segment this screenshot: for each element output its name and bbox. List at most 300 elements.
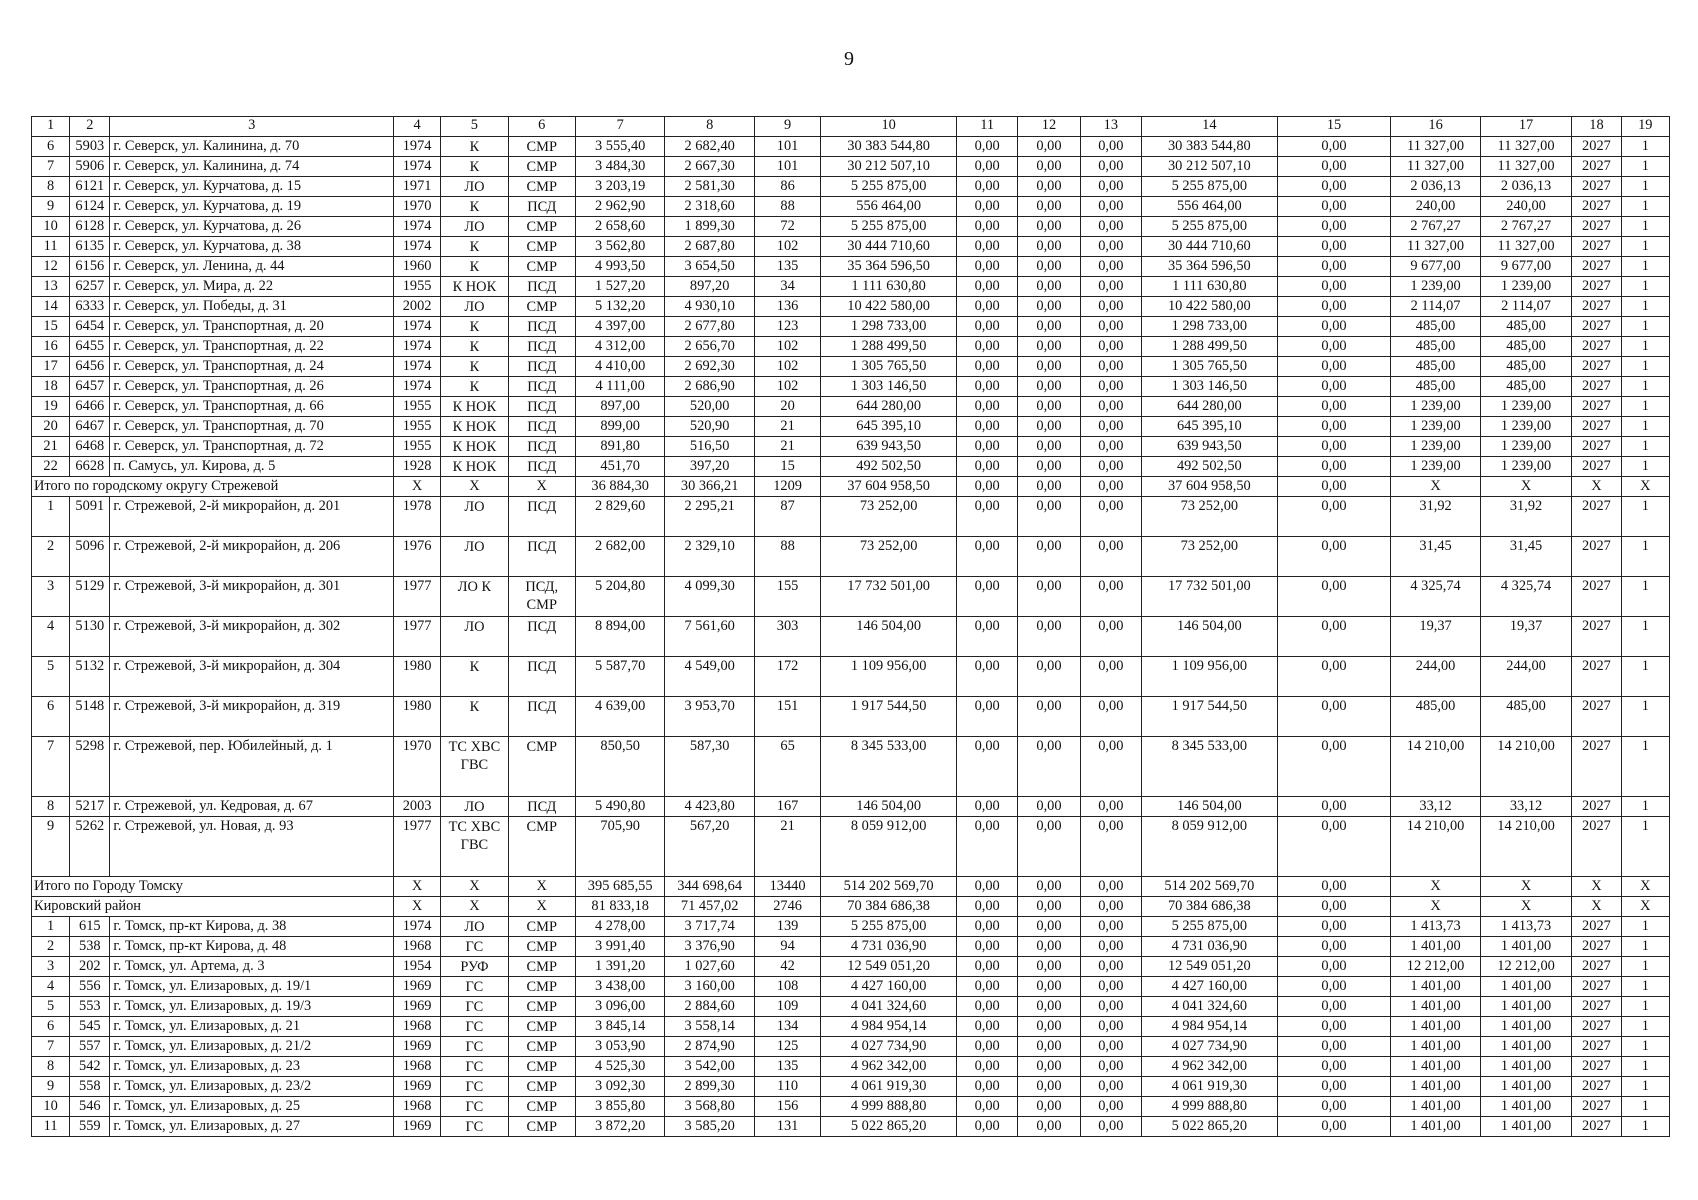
table-row <box>32 217 1670 237</box>
table-cell: 21 <box>32 437 70 457</box>
table-cell: 2027 <box>1572 657 1621 697</box>
subtotal-cell: 395 685,55 <box>575 877 664 897</box>
address-cell: г. Стрежевой, пер. Юбилейный, д. 1 <box>110 737 394 797</box>
table-row <box>32 937 1670 957</box>
table-cell: 485,00 <box>1391 357 1480 377</box>
table-cell: 4 <box>32 977 70 997</box>
table-cell: 0,00 <box>1277 197 1391 217</box>
table-cell: 3 555,40 <box>575 137 664 157</box>
subtotal-cell: Х <box>441 897 508 917</box>
table-cell: 0,00 <box>1018 377 1080 397</box>
table-cell: 0,00 <box>1277 977 1391 997</box>
table-cell: 0,00 <box>1018 1097 1080 1117</box>
table-cell: 0,00 <box>1018 957 1080 977</box>
table-cell: 1 303 146,50 <box>821 377 957 397</box>
subtotal-cell: 344 698,64 <box>665 877 754 897</box>
table-cell: 102 <box>754 377 820 397</box>
table-cell: 240,00 <box>1480 197 1572 217</box>
table-cell: 1 298 733,00 <box>1141 317 1277 337</box>
table-cell: 2 767,27 <box>1391 217 1480 237</box>
table-cell: 485,00 <box>1480 697 1572 737</box>
subtotal-cell: Х <box>1621 897 1669 917</box>
table-row <box>32 1037 1670 1057</box>
table-cell: 0,00 <box>1277 317 1391 337</box>
table-cell: 0,00 <box>1018 277 1080 297</box>
table-cell: 1928 <box>393 457 440 477</box>
table-cell: 0,00 <box>1080 497 1141 537</box>
address-cell: г. Стрежевой, 3-й микрорайон, д. 319 <box>110 697 394 737</box>
table-cell: 4 312,00 <box>575 337 664 357</box>
table-cell: 94 <box>754 937 820 957</box>
table-cell: 30 383 544,80 <box>821 137 957 157</box>
column-number-cell: 1 <box>32 117 70 137</box>
table-cell: 5 <box>32 997 70 1017</box>
table-cell: 108 <box>754 977 820 997</box>
table-cell: 3 542,00 <box>665 1057 754 1077</box>
table-row <box>32 257 1670 277</box>
table-cell: 5 490,80 <box>575 797 664 817</box>
table-cell: 2027 <box>1572 397 1621 417</box>
table-cell: 0,00 <box>1080 737 1141 797</box>
table-cell: 30 444 710,60 <box>821 237 957 257</box>
table-row <box>32 1097 1670 1117</box>
table-cell: 1 401,00 <box>1480 1077 1572 1097</box>
table-cell: 545 <box>70 1017 110 1037</box>
table-cell: 1 239,00 <box>1391 397 1480 417</box>
table-cell: СМР <box>508 1017 575 1037</box>
table-cell: 0,00 <box>957 417 1018 437</box>
table-cell: 1980 <box>393 657 440 697</box>
column-number-cell: 10 <box>821 117 957 137</box>
table-cell: 0,00 <box>957 1077 1018 1097</box>
table-cell: 485,00 <box>1480 357 1572 377</box>
table-cell: 4 041 324,60 <box>821 997 957 1017</box>
table-cell: 0,00 <box>1018 537 1080 577</box>
table-cell: 0,00 <box>1018 817 1080 877</box>
table-cell: 520,00 <box>665 397 754 417</box>
table-cell: 0,00 <box>957 817 1018 877</box>
table-cell: 8 345 533,00 <box>821 737 957 797</box>
table-cell: 0,00 <box>1018 417 1080 437</box>
table-cell: 1969 <box>393 1117 440 1137</box>
table-cell: 0,00 <box>1080 1057 1141 1077</box>
table-cell: 0,00 <box>1018 217 1080 237</box>
table-cell: 172 <box>754 657 820 697</box>
table-cell: СМР <box>508 977 575 997</box>
table-cell: К <box>441 257 508 277</box>
table-cell: 4 410,00 <box>575 357 664 377</box>
table-cell: К НОК <box>441 457 508 477</box>
subtotal-cell: 0,00 <box>1277 897 1391 917</box>
table-cell: 2 829,60 <box>575 497 664 537</box>
table-cell: 4 325,74 <box>1480 577 1572 617</box>
table-cell: 2 686,90 <box>665 377 754 397</box>
table-cell: 0,00 <box>1277 1017 1391 1037</box>
subtotal-label: Итого по Городу Томску <box>32 877 394 897</box>
column-number-cell: 14 <box>1141 117 1277 137</box>
table-cell: 0,00 <box>1018 937 1080 957</box>
table-cell: 6 <box>32 697 70 737</box>
table-row <box>32 457 1670 477</box>
subtotal-cell: Х <box>393 897 440 917</box>
table-cell: 2 682,00 <box>575 537 664 577</box>
table-cell: 1 <box>1621 277 1669 297</box>
table-cell: 3 717,74 <box>665 917 754 937</box>
table-cell: 485,00 <box>1391 697 1480 737</box>
table-cell: 146 504,00 <box>821 617 957 657</box>
table-cell: 0,00 <box>1018 357 1080 377</box>
table-row <box>32 657 1670 697</box>
table-cell: 6468 <box>70 437 110 457</box>
table-cell: 1980 <box>393 697 440 737</box>
table-cell: 86 <box>754 177 820 197</box>
table-cell: СМР <box>508 237 575 257</box>
table-cell: ЛО <box>441 617 508 657</box>
subtotal-cell: Х <box>1621 477 1669 497</box>
table-cell: 0,00 <box>1018 197 1080 217</box>
table-cell: 546 <box>70 1097 110 1117</box>
address-cell: г. Стрежевой, 2-й микрорайон, д. 201 <box>110 497 394 537</box>
table-cell: 2027 <box>1572 817 1621 877</box>
table-cell: 0,00 <box>957 977 1018 997</box>
table-cell: 88 <box>754 197 820 217</box>
table-cell: 146 504,00 <box>1141 797 1277 817</box>
table-cell: ГС <box>441 937 508 957</box>
column-number-cell: 19 <box>1621 117 1669 137</box>
table-cell: 9 677,00 <box>1391 257 1480 277</box>
table-cell: 2 329,10 <box>665 537 754 577</box>
table-cell: 0,00 <box>1277 537 1391 577</box>
table-cell: 1 111 630,80 <box>1141 277 1277 297</box>
table-cell: СМР <box>508 997 575 1017</box>
table-cell: 1 401,00 <box>1391 1037 1480 1057</box>
table-cell: 2027 <box>1572 537 1621 577</box>
subtotal-label: Кировский район <box>32 897 394 917</box>
table-cell: 1 <box>1621 1097 1669 1117</box>
subtotal-cell: 514 202 569,70 <box>1141 877 1277 897</box>
table-cell: ПСД <box>508 437 575 457</box>
table-cell: 102 <box>754 337 820 357</box>
table-cell: 2027 <box>1572 1037 1621 1057</box>
table-cell: 34 <box>754 277 820 297</box>
table-cell: 0,00 <box>957 917 1018 937</box>
table-cell: 3 558,14 <box>665 1017 754 1037</box>
table-cell: 0,00 <box>1018 497 1080 537</box>
table-cell: 6466 <box>70 397 110 417</box>
table-cell: 891,80 <box>575 437 664 457</box>
table-cell: 0,00 <box>957 197 1018 217</box>
table-cell: 4 427 160,00 <box>1141 977 1277 997</box>
table-row <box>32 337 1670 357</box>
table-cell: 1968 <box>393 1097 440 1117</box>
table-cell: 12 <box>32 257 70 277</box>
table-cell: 5 255 875,00 <box>1141 177 1277 197</box>
table-cell: 31,45 <box>1391 537 1480 577</box>
table-cell: 17 <box>32 357 70 377</box>
table-cell: СМР <box>508 297 575 317</box>
column-number-cell: 8 <box>665 117 754 137</box>
table-cell: 0,00 <box>1277 457 1391 477</box>
table-cell: 0,00 <box>1277 1097 1391 1117</box>
address-cell: г. Северск, ул. Калинина, д. 74 <box>110 157 394 177</box>
table-cell: 0,00 <box>1277 297 1391 317</box>
table-cell: 33,12 <box>1480 797 1572 817</box>
table-cell: 0,00 <box>1277 937 1391 957</box>
table-cell: 7 561,60 <box>665 617 754 657</box>
table-cell: 0,00 <box>1277 137 1391 157</box>
table-cell: 1955 <box>393 397 440 417</box>
table-cell: К НОК <box>441 397 508 417</box>
subtotal-cell: 70 384 686,38 <box>1141 897 1277 917</box>
table-cell: 0,00 <box>1080 437 1141 457</box>
table-cell: 0,00 <box>957 157 1018 177</box>
subtotal-cell: Х <box>508 477 575 497</box>
table-cell: 14 210,00 <box>1391 817 1480 877</box>
table-cell: 6257 <box>70 277 110 297</box>
table-cell: 303 <box>754 617 820 657</box>
table-cell: 1 303 146,50 <box>1141 377 1277 397</box>
table-cell: 1969 <box>393 977 440 997</box>
table-cell: 202 <box>70 957 110 977</box>
table-row <box>32 977 1670 997</box>
table-cell: 2027 <box>1572 377 1621 397</box>
table-cell: 12 549 051,20 <box>821 957 957 977</box>
table-cell: 0,00 <box>1080 997 1141 1017</box>
table-cell: 2 656,70 <box>665 337 754 357</box>
table-cell: 7 <box>32 737 70 797</box>
table-cell: 20 <box>32 417 70 437</box>
table-cell: 2 692,30 <box>665 357 754 377</box>
table-cell: 87 <box>754 497 820 537</box>
table-cell: 2027 <box>1572 937 1621 957</box>
table-cell: 556 464,00 <box>1141 197 1277 217</box>
table-cell: 1955 <box>393 417 440 437</box>
table-cell: 8 059 912,00 <box>1141 817 1277 877</box>
address-cell: г. Северск, ул. Транспортная, д. 66 <box>110 397 394 417</box>
table-cell: 1 527,20 <box>575 277 664 297</box>
table-cell: 1 <box>1621 1017 1669 1037</box>
table-cell: 897,20 <box>665 277 754 297</box>
table-cell: 0,00 <box>1080 1017 1141 1037</box>
table-cell: 11 327,00 <box>1480 237 1572 257</box>
table-cell: 1968 <box>393 1057 440 1077</box>
table-cell: 1968 <box>393 1017 440 1037</box>
table-cell: 2027 <box>1572 157 1621 177</box>
table-cell: 1 111 630,80 <box>821 277 957 297</box>
table-cell: 553 <box>70 997 110 1017</box>
table-cell: ЛО <box>441 537 508 577</box>
address-cell: г. Северск, ул. Ленина, д. 44 <box>110 257 394 277</box>
address-cell: г. Северск, ул. Курчатова, д. 15 <box>110 177 394 197</box>
table-cell: 0,00 <box>1277 617 1391 657</box>
table-cell: 155 <box>754 577 820 617</box>
table-cell: 6135 <box>70 237 110 257</box>
table-cell: К <box>441 197 508 217</box>
table-cell: 146 504,00 <box>821 797 957 817</box>
table-cell: 1 109 956,00 <box>1141 657 1277 697</box>
address-cell: г. Северск, ул. Калинина, д. 70 <box>110 137 394 157</box>
table-cell: СМР <box>508 1117 575 1137</box>
address-cell: г. Стрежевой, 3-й микрорайон, д. 302 <box>110 617 394 657</box>
table-cell: 1974 <box>393 337 440 357</box>
subtotal-cell: 0,00 <box>1080 477 1141 497</box>
address-cell: г. Северск, ул. Транспортная, д. 72 <box>110 437 394 457</box>
address-cell: г. Стрежевой, ул. Кедровая, д. 67 <box>110 797 394 817</box>
table-cell: 0,00 <box>1018 657 1080 697</box>
subtotal-cell: Х <box>393 877 440 897</box>
table-cell: 3 991,40 <box>575 937 664 957</box>
table-cell: 4 993,50 <box>575 257 664 277</box>
table-cell: 4 041 324,60 <box>1141 997 1277 1017</box>
table-cell: 639 943,50 <box>1141 437 1277 457</box>
table-cell: К <box>441 357 508 377</box>
table-cell: 0,00 <box>1080 337 1141 357</box>
table-cell: 5 255 875,00 <box>1141 917 1277 937</box>
subtotal-cell: Х <box>508 877 575 897</box>
table-cell: 135 <box>754 1057 820 1077</box>
address-cell: г. Северск, ул. Транспортная, д. 20 <box>110 317 394 337</box>
table-cell: 1 <box>1621 337 1669 357</box>
table-cell: 73 252,00 <box>1141 497 1277 537</box>
table-cell: 11 327,00 <box>1391 137 1480 157</box>
table-cell: 0,00 <box>1277 417 1391 437</box>
table-cell: 557 <box>70 1037 110 1057</box>
table-cell: ПСД <box>508 397 575 417</box>
table-cell: 2027 <box>1572 237 1621 257</box>
table-cell: 146 504,00 <box>1141 617 1277 657</box>
table-cell: 1 <box>1621 437 1669 457</box>
table-cell: 0,00 <box>1277 397 1391 417</box>
table-cell: 5 022 865,20 <box>821 1117 957 1137</box>
table-cell: 1 305 765,50 <box>821 357 957 377</box>
table-cell: 0,00 <box>1277 377 1391 397</box>
table-cell: 2027 <box>1572 1017 1621 1037</box>
table-cell: 2002 <box>393 297 440 317</box>
table-row <box>32 317 1670 337</box>
table-cell: 30 212 507,10 <box>821 157 957 177</box>
table-cell: 2 <box>32 937 70 957</box>
subtotal-cell: Х <box>1572 477 1621 497</box>
table-cell: 88 <box>754 537 820 577</box>
table-cell: ПСД, СМР <box>508 577 575 617</box>
table-cell: 1 239,00 <box>1480 417 1572 437</box>
table-cell: 10 422 580,00 <box>821 297 957 317</box>
table-cell: 3 376,90 <box>665 937 754 957</box>
table-cell: 0,00 <box>1080 137 1141 157</box>
table-cell: 13 <box>32 277 70 297</box>
table-cell: 3 568,80 <box>665 1097 754 1117</box>
table-cell: 1970 <box>393 197 440 217</box>
table-cell: 0,00 <box>1018 697 1080 737</box>
table-row <box>32 917 1670 937</box>
table-cell: 10 422 580,00 <box>1141 297 1277 317</box>
table-cell: 1976 <box>393 537 440 577</box>
address-cell: г. Северск, ул. Транспортная, д. 26 <box>110 377 394 397</box>
address-cell: г. Томск, ул. Елизаровых, д. 23/2 <box>110 1077 394 1097</box>
table-cell: 42 <box>754 957 820 977</box>
table-cell: 244,00 <box>1480 657 1572 697</box>
table-cell: 33,12 <box>1391 797 1480 817</box>
table-cell: 0,00 <box>1080 657 1141 697</box>
table-cell: 1 239,00 <box>1391 277 1480 297</box>
table-cell: 1974 <box>393 217 440 237</box>
table-cell: 0,00 <box>957 337 1018 357</box>
table-cell: 123 <box>754 317 820 337</box>
table-cell: 3 872,20 <box>575 1117 664 1137</box>
table-cell: 1 <box>1621 237 1669 257</box>
table-cell: ПСД <box>508 797 575 817</box>
table-cell: 12 212,00 <box>1480 957 1572 977</box>
table-cell: ГС <box>441 997 508 1017</box>
table-cell: 485,00 <box>1391 317 1480 337</box>
table-cell: 1 <box>1621 297 1669 317</box>
table-cell: 1 239,00 <box>1391 457 1480 477</box>
subtotal-row <box>32 477 1670 497</box>
table-cell: 0,00 <box>1080 977 1141 997</box>
subtotal-cell: Х <box>1391 477 1480 497</box>
table-cell: 2027 <box>1572 697 1621 737</box>
table-cell: ЛО <box>441 797 508 817</box>
table-cell: 16 <box>32 337 70 357</box>
table-cell: К <box>441 137 508 157</box>
table-cell: 1977 <box>393 817 440 877</box>
table-cell: 2027 <box>1572 977 1621 997</box>
table-cell: 2 114,07 <box>1391 297 1480 317</box>
table-cell: 2027 <box>1572 957 1621 977</box>
table-cell: 3 585,20 <box>665 1117 754 1137</box>
table-cell: 1 <box>1621 737 1669 797</box>
table-cell: 8 <box>32 177 70 197</box>
table-cell: 2003 <box>393 797 440 817</box>
table-cell: 102 <box>754 357 820 377</box>
table-cell: 135 <box>754 257 820 277</box>
table-cell: СМР <box>508 1077 575 1097</box>
table-cell: 0,00 <box>1277 217 1391 237</box>
table-cell: 14 210,00 <box>1391 737 1480 797</box>
table-cell: 1 <box>1621 417 1669 437</box>
table-cell: 4 984 954,14 <box>1141 1017 1277 1037</box>
table-cell: 30 383 544,80 <box>1141 137 1277 157</box>
table-cell: 0,00 <box>957 1097 1018 1117</box>
table-cell: 0,00 <box>1018 1117 1080 1137</box>
table-cell: 0,00 <box>957 297 1018 317</box>
table-cell: 1 917 544,50 <box>821 697 957 737</box>
address-cell: г. Томск, ул. Елизаровых, д. 19/1 <box>110 977 394 997</box>
table-cell: 1974 <box>393 157 440 177</box>
table-cell: 2 036,13 <box>1480 177 1572 197</box>
table-cell: 3 160,00 <box>665 977 754 997</box>
table-cell: ГС <box>441 977 508 997</box>
table-cell: 1 401,00 <box>1480 1017 1572 1037</box>
table-cell: 8 059 912,00 <box>821 817 957 877</box>
table-cell: 240,00 <box>1391 197 1480 217</box>
table-cell: 0,00 <box>1277 737 1391 797</box>
table-cell: 0,00 <box>957 277 1018 297</box>
table-cell: 451,70 <box>575 457 664 477</box>
table-cell: 4 999 888,80 <box>1141 1097 1277 1117</box>
table-cell: 0,00 <box>957 397 1018 417</box>
table-cell: 2027 <box>1572 317 1621 337</box>
table-cell: 1974 <box>393 917 440 937</box>
table-cell: 0,00 <box>1277 177 1391 197</box>
table-cell: ГС <box>441 1017 508 1037</box>
table-cell: 1955 <box>393 277 440 297</box>
address-cell: г. Северск, ул. Курчатова, д. 26 <box>110 217 394 237</box>
table-cell: 0,00 <box>1080 697 1141 737</box>
table-cell: 5 255 875,00 <box>821 177 957 197</box>
table-cell: ЛО <box>441 917 508 937</box>
subtotal-cell: Х <box>508 897 575 917</box>
